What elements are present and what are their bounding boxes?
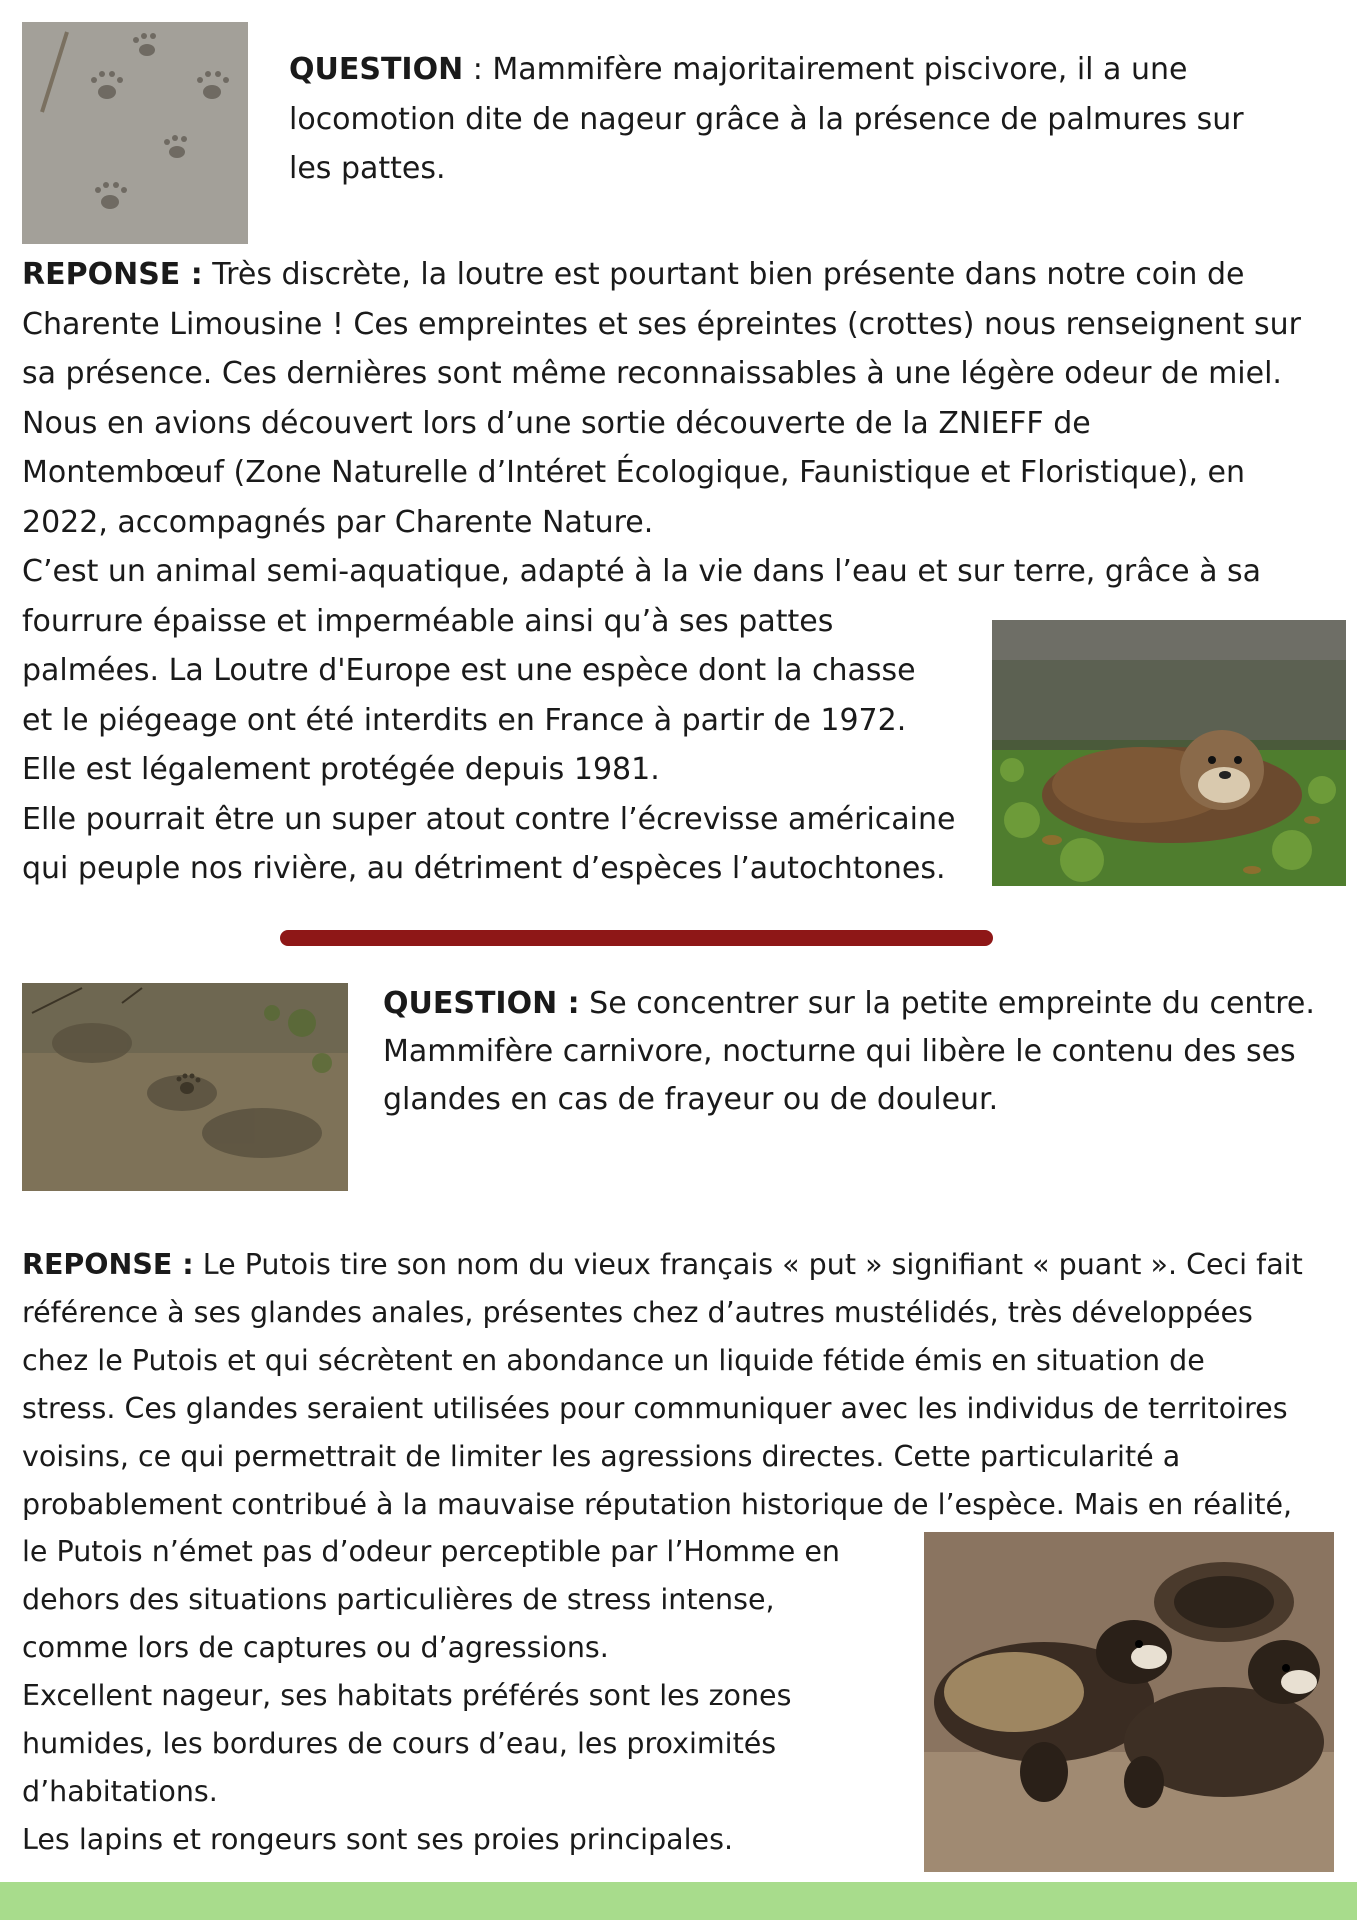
polecat-question-line-2: Mammifère carnivore, nocturne qui libère le contenu des ses: [383, 1034, 1296, 1069]
polecat-question-line-1: QUESTION : Se concentrer sur la petite empreinte du centre.: [383, 986, 1315, 1021]
polecat-answer-line: référence à ses glandes anales, présentes chez d’autres mustélidés, très développées: [22, 1295, 1253, 1329]
otter-answer-line: C’est un animal semi-aquatique, adapté à la vie dans l’eau et sur terre, grâce à sa: [22, 554, 1262, 589]
otter-answer-line: qui peuple nos rivière, au détriment d’espèces l’autochtones.: [22, 851, 946, 886]
polecat-answer-line: le Putois n’émet pas d’odeur perceptible par l’Homme en: [22, 1535, 840, 1569]
polecat-answer-line: stress. Ces glandes seraient utilisées pour communiquer avec les individus de territoires: [22, 1391, 1288, 1425]
polecat-answer-line: Excellent nageur, ses habitats préférés sont les zones: [22, 1679, 792, 1713]
otter-photo: [992, 620, 1346, 886]
otter-answer-label: REPONSE :: [22, 257, 203, 292]
polecat-question-line-3: glandes en cas de frayeur ou de douleur.: [383, 1082, 999, 1117]
otter-question: [289, 45, 1244, 194]
otter-question-label: QUESTION: [289, 52, 464, 87]
otter-question-line-2: locomotion dite de nageur grâce à la présence de palmures sur: [289, 101, 1244, 137]
otter-question-line-3: les pattes.: [289, 151, 446, 186]
polecat-question-label: QUESTION :: [383, 986, 580, 1021]
polecat-answer-label: REPONSE :: [22, 1248, 194, 1281]
otter-answer-line: REPONSE : Très discrète, la loutre est pourtant bien présente dans notre coin de: [22, 257, 1245, 292]
polecat-answer-line: voisins, ce qui permettrait de limiter les agressions directes. Cette particularité a: [22, 1439, 1181, 1473]
otter-answer-line: Elle est légalement protégée depuis 1981.: [22, 752, 660, 787]
otter-tracks-photo: [22, 22, 248, 244]
otter-answer-line: Nous en avions découvert lors d’une sortie découverte de la ZNIEFF de: [22, 405, 1091, 441]
section-divider: [280, 930, 993, 946]
otter-answer-line: Charente Limousine ! Ces empreintes et ses épreintes (crottes) nous renseignent sur: [22, 306, 1301, 342]
otter-answer-line: palmées. La Loutre d'Europe est une espèce dont la chasse: [22, 653, 916, 688]
polecat-answer-line: d’habitations.: [22, 1774, 218, 1808]
polecat-tracks-photo: [22, 983, 348, 1191]
polecat-answer-line: Les lapins et rongeurs sont ses proies principales.: [22, 1822, 733, 1856]
otter-answer-line: fourrure épaisse et imperméable ainsi qu’à ses pattes: [22, 603, 834, 639]
polecat-answer-line: probablement contribué à la mauvaise réputation historique de l’espèce. Mais en réalité,: [22, 1487, 1293, 1521]
polecat-answer-line: REPONSE : Le Putois tire son nom du vieux français « put » signifiant « puant ». Ceci fait: [22, 1248, 1303, 1281]
otter-answer-line: Montembœuf (Zone Naturelle d’Intéret Écologique, Faunistique et Floristique), en: [22, 455, 1245, 490]
otter-answer-line: sa présence. Ces dernières sont même reconnaissables à une légère odeur de miel.: [22, 356, 1282, 391]
polecat-photo: [924, 1532, 1334, 1872]
footer-bar: [0, 1882, 1357, 1920]
otter-answer-line: 2022, accompagnés par Charente Nature.: [22, 504, 654, 540]
otter-question-line-1: QUESTION : Mammifère majoritairement piscivore, il a une: [289, 52, 1188, 87]
polecat-answer-line: chez le Putois et qui sécrètent en abondance un liquide fétide émis en situation de: [22, 1343, 1205, 1377]
polecat-answer-line: comme lors de captures ou d’agressions.: [22, 1631, 609, 1665]
otter-answer-line: Elle pourrait être un super atout contre l’écrevisse américaine: [22, 801, 956, 837]
polecat-answer-line: humides, les bordures de cours d’eau, les proximités: [22, 1727, 777, 1761]
otter-answer-line: et le piégeage ont été interdits en France à partir de 1972.: [22, 702, 907, 738]
polecat-question: [383, 980, 1315, 1124]
polecat-answer-line: dehors des situations particulières de stress intense,: [22, 1583, 775, 1617]
